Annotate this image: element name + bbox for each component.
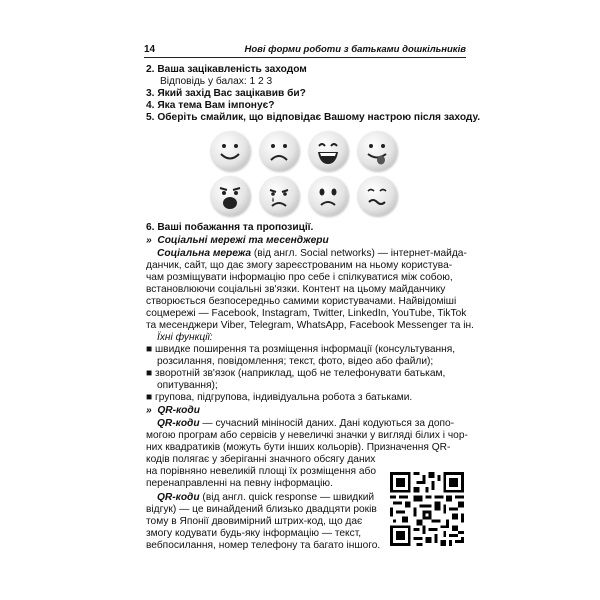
qr-paragraph-line: перенаправленні на певну інформацію. — [146, 478, 333, 489]
bullet-icon: ■ — [146, 392, 153, 403]
page-number: 14 — [144, 44, 156, 55]
qr-code-icon — [390, 472, 464, 546]
wavy-mouth-face-icon — [357, 176, 397, 216]
question-6: 6. Ваші побажання та пропозиції. — [146, 222, 314, 233]
social-paragraph-line: чам розміщувати інформацію про себе і спілкуватися між собою, — [146, 272, 453, 283]
social-paragraph-line: соцмережі — Facebook, Instagram, Twitter, LinkedIn, YouTube, TikTok — [146, 308, 467, 319]
social-paragraph-line: створюється безпосередньо самими користувачами. Найвідоміші — [146, 296, 457, 307]
shocked-face-icon — [210, 176, 250, 216]
social-paragraph-line: данчик, сайт, що дає змогу зареєстрованим на ньому користува- — [146, 260, 453, 271]
tongue-out-face-icon — [357, 131, 397, 171]
crying-face-icon — [259, 176, 299, 216]
qr-paragraph-line: тому в Японії двовимірний штрих-код, що дає — [146, 516, 363, 527]
question-2: 2. Ваша зацікавленість заходом — [146, 64, 307, 75]
section-heading-social: » Соціальні мережі та месенджери — [146, 235, 329, 246]
qr-paragraph-line: кодів полягає у зберіганні значного обсягу даних — [146, 454, 376, 465]
question-2-answer: Відповідь у балах: 1 2 3 — [160, 76, 273, 87]
qr-paragraph-line: вебпосилання, номер телефону та багато іншого. — [146, 540, 381, 551]
list-item: ■ групова, підгрупова, індивідуальна робота з батьками. — [146, 392, 413, 403]
laughing-face-icon — [308, 131, 348, 171]
bullet-icon: ■ — [146, 368, 153, 379]
running-header — [144, 44, 466, 58]
functions-label: Їхні функції: — [157, 332, 213, 343]
qr-paragraph-line: могою програм або сервісів у невеличкі значки у вигляді білих і чор- — [146, 430, 468, 441]
list-item-continuation: опитування); — [157, 380, 218, 391]
list-item: ■ швидке поширення та розміщення інформації (консультування, — [146, 344, 456, 355]
heading-marker: » — [146, 235, 152, 246]
qr-paragraph-line: на порівняно невеликій площі їх розміщення або — [146, 466, 377, 477]
social-paragraph-line: та месенджери Viber, Telegram, WhatsApp, Facebook Messenger та ін. — [146, 320, 475, 331]
qr-paragraph-line: відгук) — це винайдений близько двадцяти років — [146, 504, 377, 515]
surprised-face-icon — [308, 176, 348, 216]
qr-paragraph-line: QR-коди (від англ. quick response — швидкий — [157, 492, 375, 503]
running-title: Нові форми роботи з батьками дошкільників — [244, 44, 466, 55]
list-item: ■ зворотній зв'язок (наприклад, щоб не телефонувати батькам, — [146, 368, 446, 379]
bullet-icon: ■ — [146, 344, 153, 355]
section-heading-qr: » QR-коди — [146, 405, 200, 416]
heading-marker: » — [146, 405, 152, 416]
sad-face-icon — [259, 131, 299, 171]
question-4: 4. Яка тема Вам імпонує? — [146, 100, 275, 111]
question-3: 3. Який захід Вас зацікавив би? — [146, 88, 306, 99]
qr-paragraph-line: змогу кодувати будь-яку інформацію — текст, — [146, 528, 362, 539]
smiling-face-icon — [210, 131, 250, 171]
list-item-continuation: розсилання, повідомлення; текст, фото, відео або файли); — [157, 356, 434, 367]
qr-paragraph-line: них квадратиків (можуть бути інших кольорів). Призначення QR- — [146, 442, 451, 453]
social-paragraph-line: встановлюючи соціальні зв'язки. Контент на цьому майданчику — [146, 284, 446, 295]
social-paragraph-line: Соціальна мережа (від англ. Social networks) — інтернет-майда- — [157, 248, 467, 259]
qr-paragraph-line: QR-коди — сучасний мініносій даних. Дані кодуються за допо- — [157, 418, 455, 429]
question-5: 5. Оберіть смайлик, що відповідає Вашому настрою після заходу. — [146, 112, 481, 123]
